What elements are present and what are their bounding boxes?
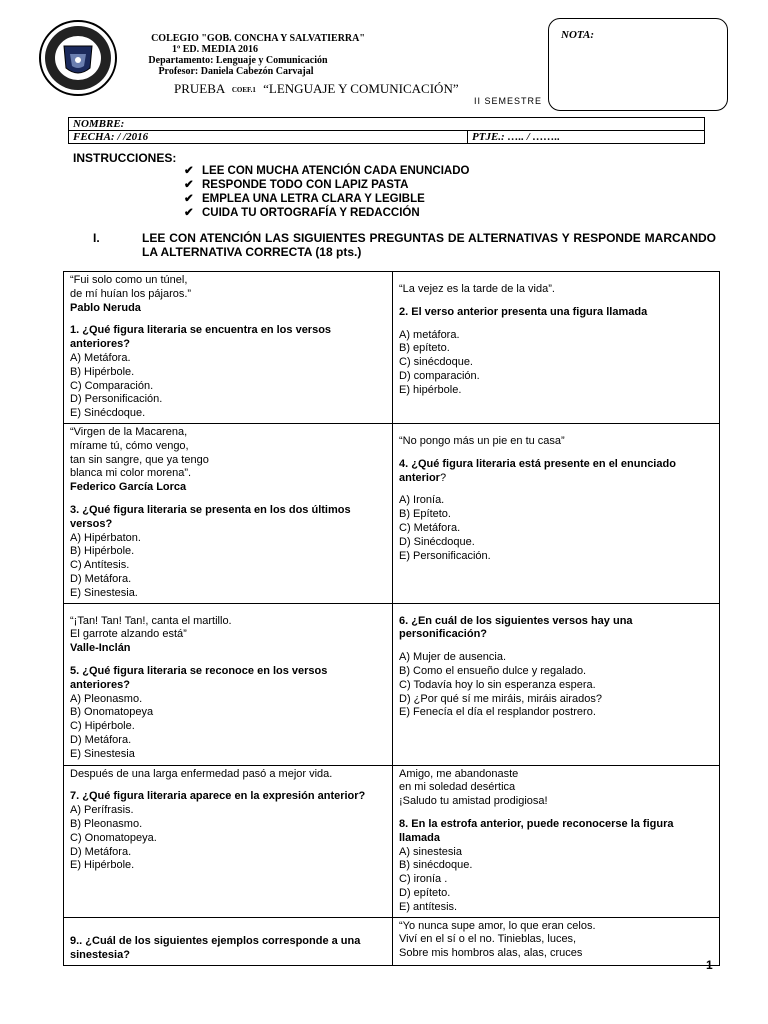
- score-field[interactable]: PTJE.: ….. / ……..: [468, 131, 705, 144]
- school-name: COLEGIO "GOB. CONCHA Y SALVATIERRA": [151, 33, 365, 44]
- quote-line: El garrote alzando está”: [70, 628, 187, 641]
- quote-author: Federico García Lorca: [70, 481, 187, 494]
- question-cell-8: [393, 765, 720, 917]
- question-cell-6: [393, 603, 720, 765]
- answer-option[interactable]: C) Metáfora.: [399, 521, 461, 534]
- question-text: 2. El verso anterior presenta una figura llamada: [399, 305, 648, 318]
- question-text: 6. ¿En cuál de los siguientes versos hay una personificación?: [399, 614, 633, 641]
- answer-option[interactable]: E) Sinestesia: [70, 747, 135, 760]
- name-field[interactable]: NOMBRE:: [69, 118, 705, 131]
- answer-option[interactable]: C) Antítesis.: [70, 559, 130, 572]
- department: Departamento: Lenguaje y Comunicación: [148, 55, 328, 66]
- answer-option[interactable]: D) Metáfora.: [70, 733, 132, 746]
- question-text: 7. ¿Qué figura literaria aparece en la expresión anterior?: [70, 790, 366, 803]
- quote-line: “Fui solo como un túnel,: [70, 274, 188, 286]
- question-cell-3: [64, 423, 393, 603]
- question-text: 1. ¿Qué figura literaria se encuentra en los versos anteriores?: [70, 324, 332, 351]
- date-field[interactable]: FECHA: / /2016: [69, 131, 468, 144]
- answer-option[interactable]: A) Mujer de ausencia.: [399, 651, 506, 664]
- answer-option[interactable]: D) epíteto.: [399, 886, 451, 899]
- checkmark-icon: ✔: [184, 165, 194, 177]
- answer-option[interactable]: B) Como el ensueño dulce y regalado.: [399, 664, 587, 677]
- quote-line: de mí huían los pájaros.”: [70, 287, 192, 300]
- question-text: 4. ¿Qué figura literaria está presente en el enunciado anterior?: [399, 457, 676, 484]
- section-number: I.: [93, 231, 100, 245]
- test-subject: “LENGUAJE Y COMUNICACIÓN”: [263, 81, 459, 96]
- questions-table: [63, 271, 720, 966]
- question-cell-1: [64, 272, 393, 424]
- question-cell-9: [64, 917, 393, 965]
- quote-line: mírame tú, cómo vengo,: [70, 439, 189, 452]
- answer-option[interactable]: E) Personificación.: [399, 549, 491, 562]
- quote-line: “La vejez es la tarde de la vida”.: [399, 283, 555, 295]
- quote-line: Viví en el sí o el no. Tinieblas, luces,: [399, 933, 577, 946]
- question-cell-4: [393, 423, 720, 603]
- quote-line: “Yo nunca supe amor, lo que eran celos.: [399, 919, 596, 932]
- question-cell-7: [64, 765, 393, 917]
- answer-option[interactable]: D) Personificación.: [70, 393, 163, 406]
- section-instructions: LEE CON ATENCIÓN LAS SIGUIENTES PREGUNTAS DE ALTERNATIVAS Y RESPONDE MARCANDO LA ALTERNATIVA CORRECTA (18 pts.): [142, 231, 716, 259]
- instruction-item: ✔ EMPLEA UNA LETRA CLARA Y LEGIBLE: [184, 193, 425, 205]
- answer-option[interactable]: E) hipérbole.: [399, 383, 462, 396]
- quote-line: tan sin sangre, que ya tengo: [70, 453, 209, 466]
- quote-line: ¡Saludo tu amistad prodigiosa!: [399, 795, 548, 808]
- answer-option[interactable]: C) Comparación.: [70, 379, 154, 392]
- answer-option[interactable]: E) Fenecía el día el resplandor postrero.: [399, 706, 596, 719]
- answer-option[interactable]: B) epíteto.: [399, 342, 450, 355]
- semester: II SEMESTRE: [474, 96, 543, 106]
- answer-option[interactable]: B) Onomatopeya: [70, 706, 154, 719]
- answer-option[interactable]: E) Sinécdoque.: [70, 407, 146, 420]
- quote-line: “Virgen de la Macarena,: [70, 425, 188, 438]
- answer-option[interactable]: A) Ironía.: [399, 494, 445, 507]
- answer-option[interactable]: E) Hipérbole.: [70, 859, 135, 872]
- answer-option[interactable]: B) Hipérbole.: [70, 545, 135, 558]
- page-number: 1: [706, 958, 713, 972]
- checkmark-icon: ✔: [184, 179, 194, 191]
- question-text: 3. ¿Qué figura literaria se presenta en los dos últimos versos?: [70, 503, 351, 530]
- quote-author: Valle-Inclán: [70, 642, 131, 655]
- answer-option[interactable]: B) sinécdoque.: [399, 859, 473, 872]
- answer-option[interactable]: B) Epíteto.: [399, 508, 451, 521]
- answer-option[interactable]: B) Pleonasmo.: [70, 817, 143, 830]
- answer-option[interactable]: A) Pleonasmo.: [70, 692, 143, 705]
- answer-option[interactable]: B) Hipérbole.: [70, 365, 135, 378]
- quote-line: Después de una larga enfermedad pasó a mejor vida.: [70, 767, 333, 780]
- quote-line: Amigo, me abandonaste: [399, 767, 519, 780]
- student-info-table: [68, 117, 705, 144]
- question-text: 5. ¿Qué figura literaria se reconoce en los versos anteriores?: [70, 664, 328, 691]
- answer-option[interactable]: C) ironía .: [399, 873, 448, 886]
- coef-label: COEF.1: [231, 86, 256, 95]
- quote-line: blanca mi color morena”.: [70, 467, 192, 480]
- instructions-title: INSTRUCCIONES:: [73, 151, 177, 165]
- teacher: Profesor: Daniela Cabezón Carvajal: [158, 66, 314, 77]
- answer-option[interactable]: A) sinestesia: [399, 845, 462, 858]
- question-cell-2: [393, 272, 720, 424]
- quote-line: Sobre mis hombros alas, alas, cruces: [399, 947, 583, 960]
- answer-option[interactable]: C) sinécdoque.: [399, 356, 473, 369]
- answer-option[interactable]: D) comparación.: [399, 369, 480, 382]
- quote-line: “¡Tan! Tan! Tan!, canta el martillo.: [70, 614, 232, 627]
- checkmark-icon: ✔: [184, 193, 194, 205]
- question-text: 9.. ¿Cuál de los siguientes ejemplos corresponde a una sinestesia?: [70, 934, 361, 961]
- test-title: [174, 81, 459, 97]
- answer-option[interactable]: A) Perífrasis.: [70, 804, 134, 817]
- instruction-item: ✔ LEE CON MUCHA ATENCIÓN CADA ENUNCIADO: [184, 165, 470, 177]
- instruction-item: ✔ RESPONDE TODO CON LAPIZ PASTA: [184, 179, 409, 191]
- answer-option[interactable]: C) Hipérbole.: [70, 720, 135, 733]
- answer-option[interactable]: D) Sinécdoque.: [399, 535, 475, 548]
- answer-option[interactable]: A) metáfora.: [399, 328, 460, 341]
- question-cell-5: [64, 603, 393, 765]
- answer-option[interactable]: D) Metáfora.: [70, 845, 132, 858]
- level: 1º ED. MEDIA 2016: [171, 44, 259, 55]
- quote-line: “No pongo más un pie en tu casa”: [399, 434, 565, 447]
- answer-option[interactable]: D) ¿Por qué sí me miráis, miráis airados?: [399, 692, 602, 705]
- answer-option[interactable]: E) Sinestesia.: [70, 586, 138, 599]
- quote-author: Pablo Neruda: [70, 301, 141, 314]
- answer-option[interactable]: E) antítesis.: [399, 900, 458, 913]
- answer-option[interactable]: C) Onomatopeya.: [70, 831, 157, 844]
- test-word: PRUEBA: [174, 81, 225, 96]
- question-cell-10: [393, 917, 720, 965]
- answer-option[interactable]: D) Metáfora.: [70, 572, 132, 585]
- quote-line: en mi soledad desértica: [399, 781, 516, 794]
- answer-option[interactable]: A) Metáfora.: [70, 351, 131, 364]
- checkmark-icon: ✔: [184, 207, 194, 219]
- answer-option[interactable]: A) Hipérbaton.: [70, 531, 141, 544]
- answer-option[interactable]: C) Todavía hoy lo sin esperanza espera.: [399, 678, 596, 691]
- grade-label: NOTA:: [561, 29, 594, 41]
- question-text: 8. En la estrofa anterior, puede reconocerse la figura llamada: [399, 817, 674, 844]
- instruction-item: ✔ CUIDA TU ORTOGRAFÍA Y REDACCIÓN: [184, 207, 420, 219]
- grade-box[interactable]: [548, 18, 728, 111]
